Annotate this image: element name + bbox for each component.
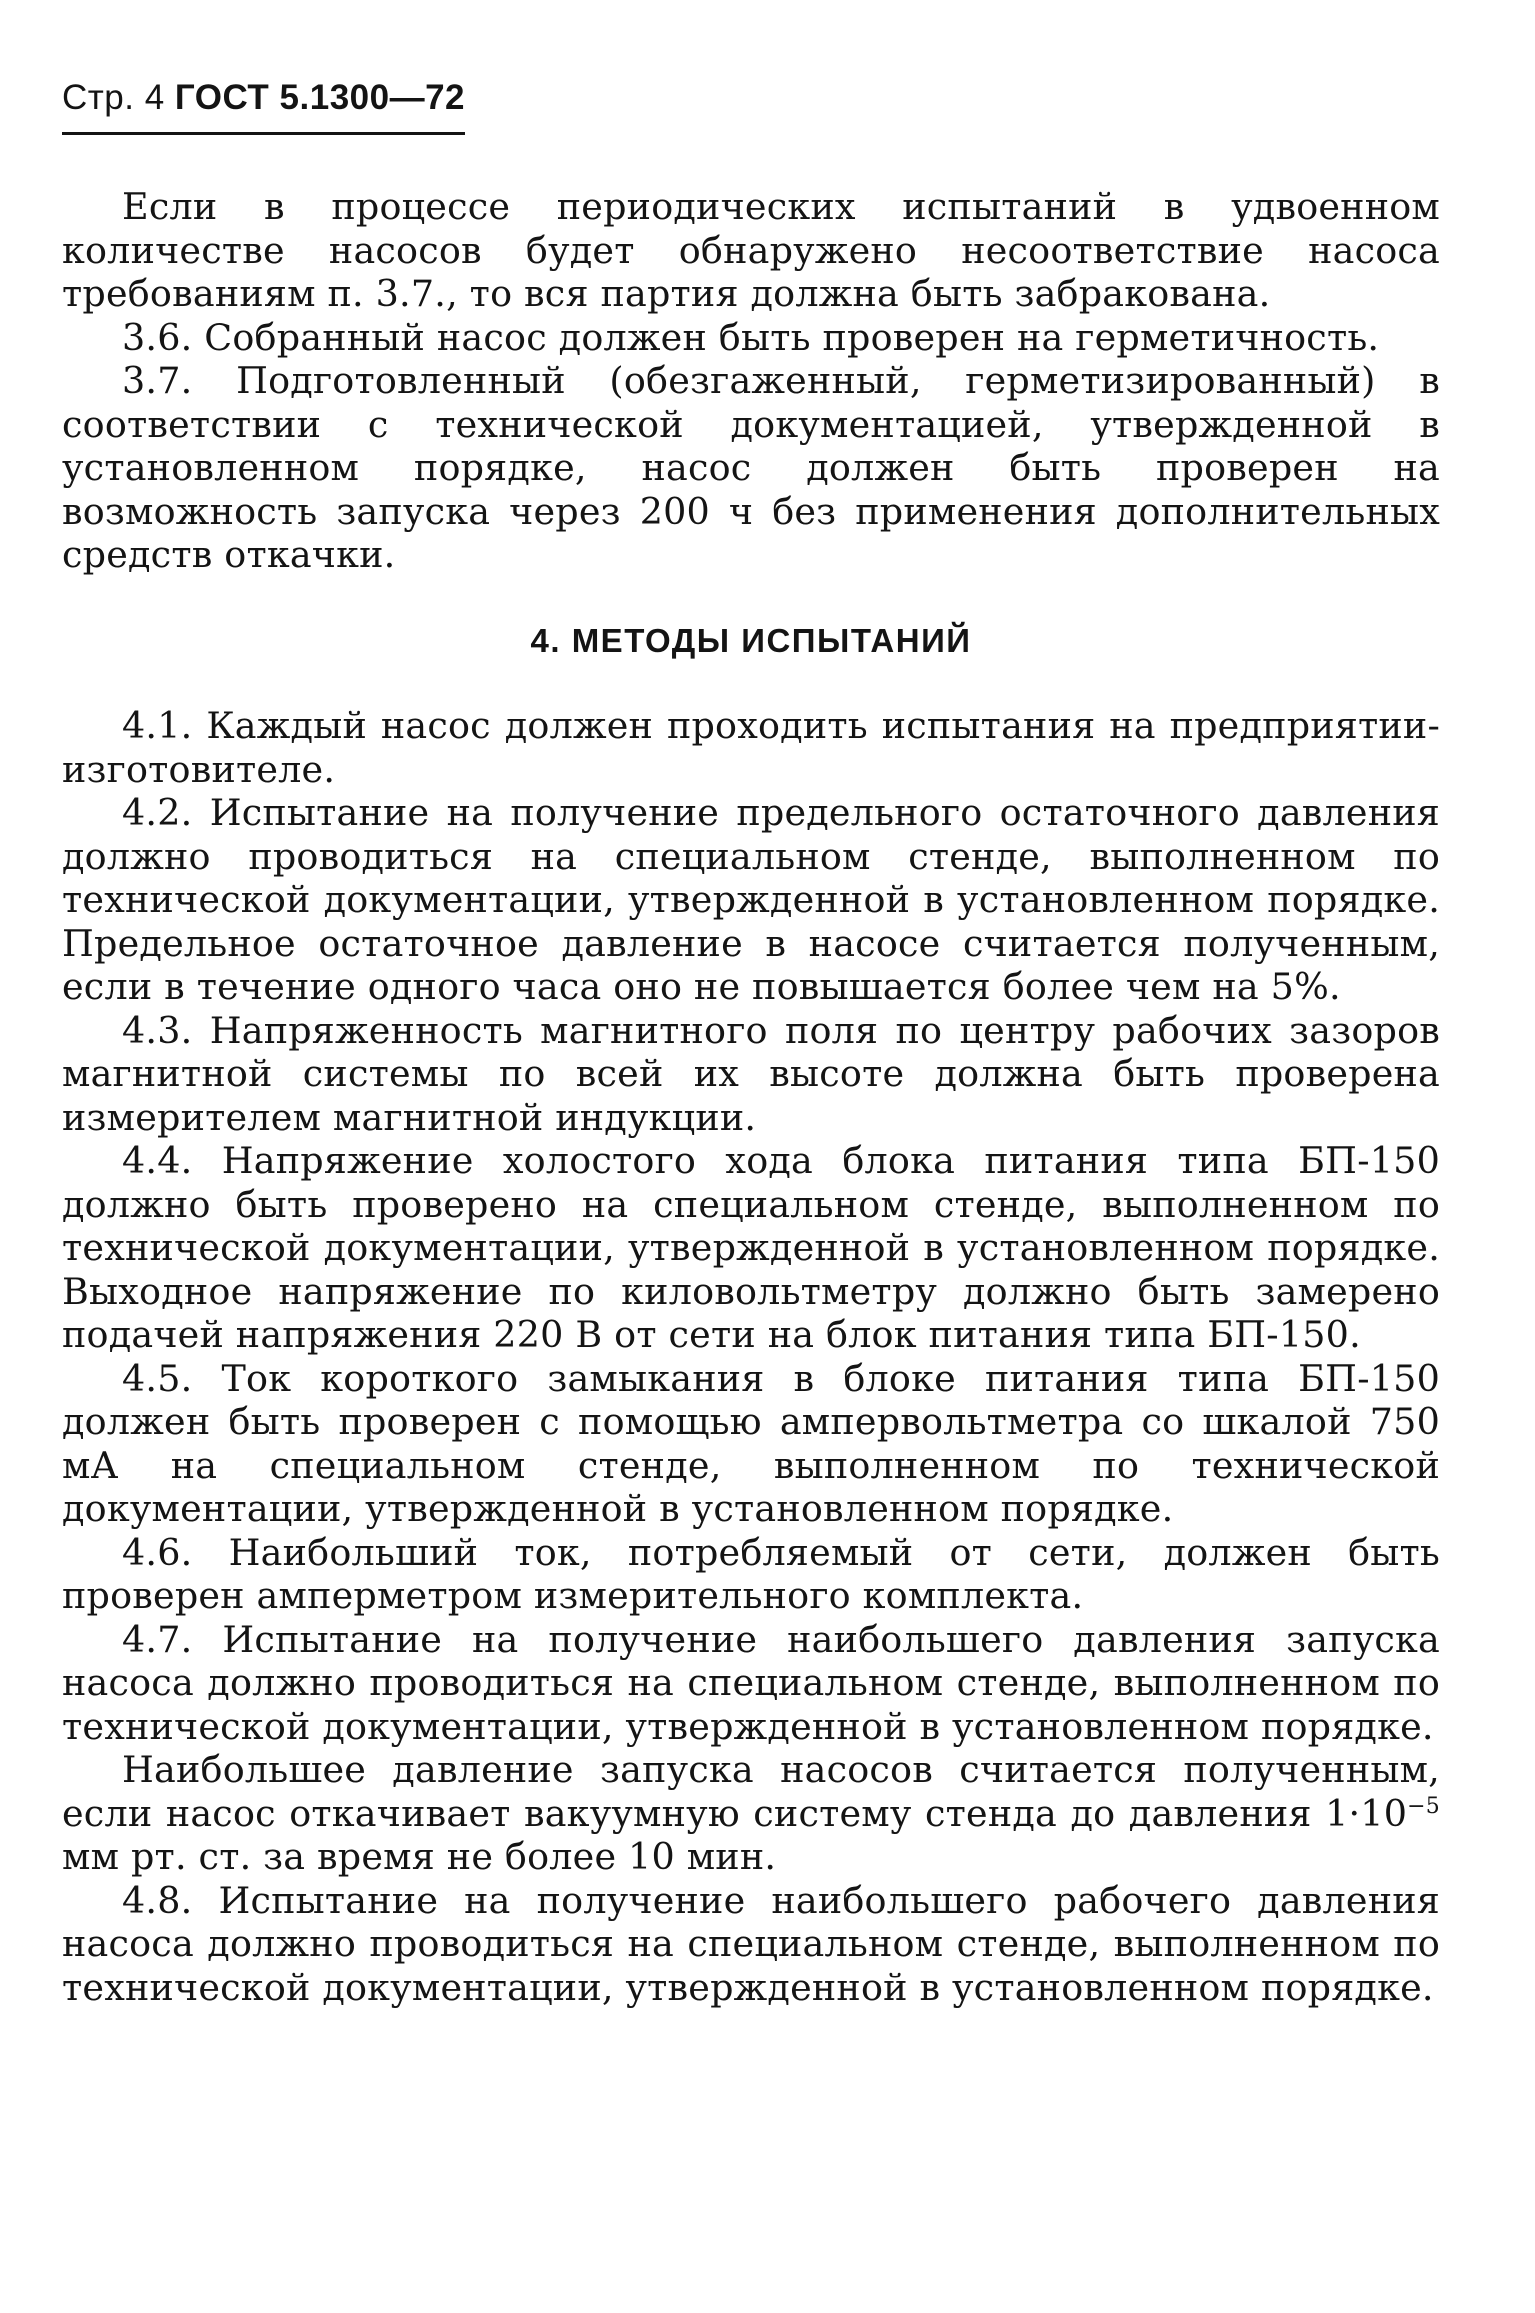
standard-designation: ГОСТ 5.1300—72 xyxy=(174,78,466,117)
paragraph-4-6: 4.6. Наибольший ток, потребляемый от сети, должен быть проверен амперметром измерительного комплекта. xyxy=(62,1530,1440,1617)
section-title: 4. МЕТОДЫ ИСПЫТАНИЙ xyxy=(530,621,972,659)
pressure-text-before: Наибольшее давление запуска насосов считается полученным, если насос откачивает вакуумную систему стенда до давления 1·10 xyxy=(62,1748,1440,1835)
pressure-text-after: мм рт. ст. за время не более 10 мин. xyxy=(62,1835,777,1878)
paragraph-start-pressure xyxy=(62,1748,1440,1879)
paragraph-4-7: 4.7. Испытание на получение наибольшего давления запуска насоса должно проводиться на специальном стенде, выполненном по технической документации, утвержденной в установленном порядке. xyxy=(62,1617,1440,1748)
paragraph-4-5: 4.5. Ток короткого замыкания в блоке питания типа БП-150 должен быть проверен с помощью ампервольтметра со шкалой 750 мА на специальном стенде, выполненном по технической документации, утвержденной в установленном порядке. xyxy=(62,1356,1440,1530)
paragraph-4-1: 4.1. Каждый насос должен проходить испытания на предприятии-изготовителе. xyxy=(62,704,1440,791)
paragraph-periodic-tests: Если в процессе периодических испытаний в удвоенном количестве насосов будет обнаружено несоответствие насоса требованиям п. 3.7., то вся партия должна быть забракована. xyxy=(62,185,1440,315)
page-header xyxy=(62,78,465,135)
paragraph-4-2: 4.2. Испытание на получение предельного остаточного давления должно проводиться на специальном стенде, выполненном по технической документации, утвержденной в установленном порядке. Предельное остаточное давление в насосе считается полученным, если в течение одного часа оно не повышается более чем на 5%. xyxy=(62,791,1440,1008)
paragraph-4-3: 4.3. Напряженность магнитного поля по центру рабочих зазоров магнитной системы по всей их высоте должна быть проверена измерителем магнитной индукции. xyxy=(62,1008,1440,1139)
paragraph-3-6: 3.6. Собранный насос должен быть проверен на герметичность. xyxy=(122,315,1380,359)
document-body xyxy=(62,185,1440,2009)
document-page xyxy=(62,78,1440,2009)
paragraph-4-8: 4.8. Испытание на получение наибольшего рабочего давления насоса должно проводиться на специальном стенде, выполненном по технической документации, утвержденной в установленном порядке. xyxy=(62,1878,1440,2009)
paragraph-4-4: 4.4. Напряжение холостого хода блока питания типа БП-150 должно быть проверено на специальном стенде, выполненном по технической документации, утвержденной в установленном порядке. Выходное напряжение по киловольтметру должно быть замерено подачей напряжения 220 В от сети на блок питания типа БП-150. xyxy=(62,1139,1440,1356)
pressure-exponent: −5 xyxy=(1407,1793,1440,1819)
paragraph-3-7: 3.7. Подготовленный (обезгаженный, герметизированный) в соответствии с технической документацией, утвержденной в установленном порядке, насос должен быть проверен на возможность запуска через 200 ч без применения дополнительных средств откачки. xyxy=(62,359,1440,576)
page-number-label: Стр. 4 xyxy=(62,78,165,117)
